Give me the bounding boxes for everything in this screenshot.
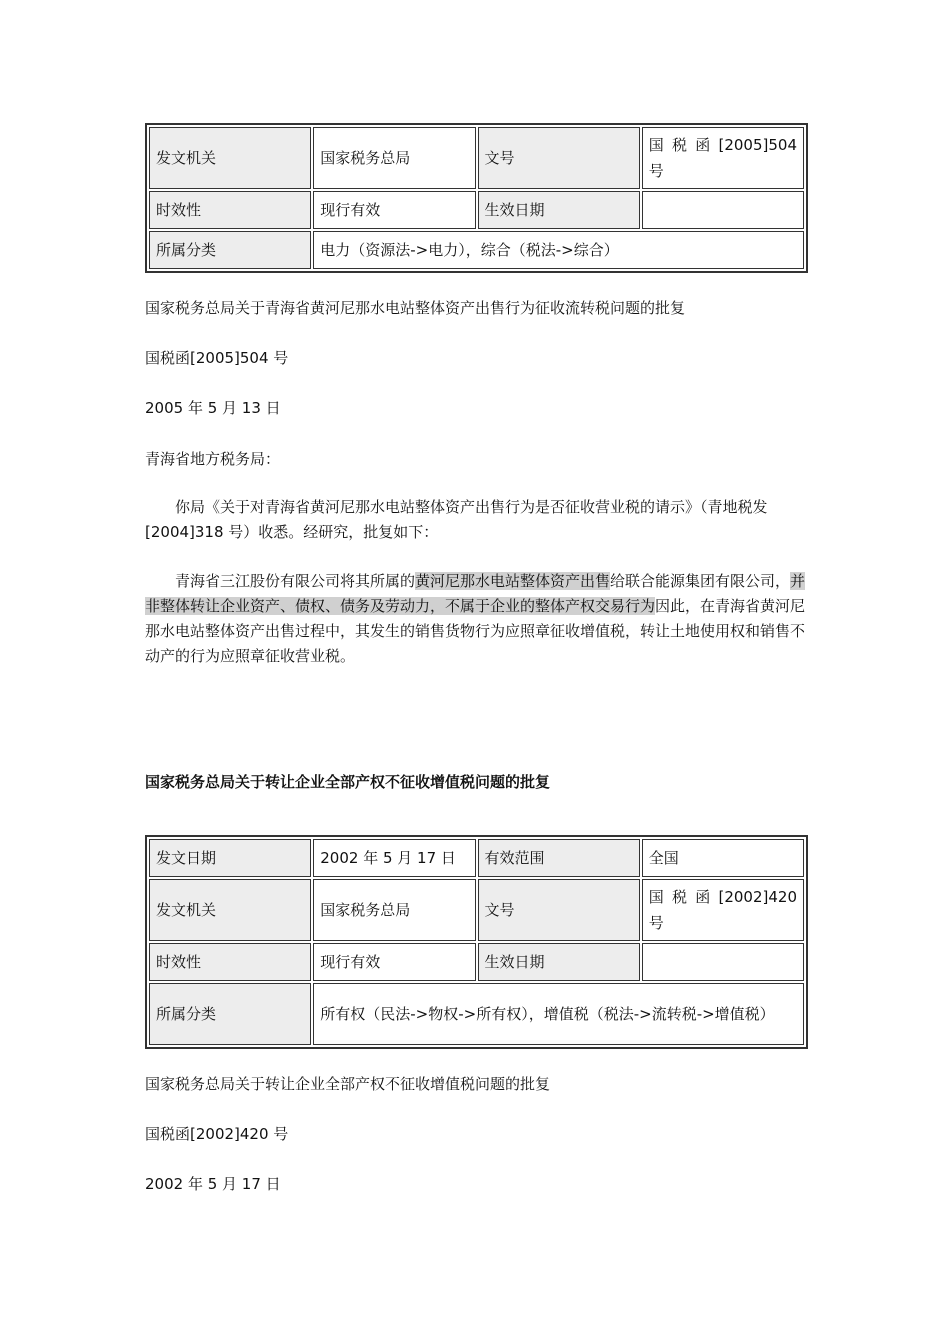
cell-label-validity: 时效性 (149, 191, 311, 229)
doc1-paragraph-2 (145, 569, 808, 669)
cell-value-effective-date (642, 943, 804, 981)
para2-text-e: 因此，在青海省黄河尼那水电站整体资产出售过程中，其发生的销售货物行为应照章征收增值税，转让土地使用权和销售不动产的行为应照章征收营业税。 (145, 597, 806, 665)
doc2-meta-table (145, 835, 808, 1049)
cell-value-issue-date: 2002 年 5 月 17 日 (313, 839, 475, 877)
doc1-addressee: 青海省地方税务局： (145, 450, 281, 468)
table-row (149, 191, 804, 229)
cell-label-category: 所属分类 (149, 231, 311, 269)
highlight-1: 黄河尼那水电站整体资产出售 (415, 572, 611, 590)
table-row (149, 943, 804, 981)
doc2-heading: 国家税务总局关于转让企业全部产权不征收增值税问题的批复 (145, 773, 551, 791)
highlight-2: 并非整体转让企业资产、债权、债务及劳动力，不属于企业的整体产权交易行为 (145, 572, 806, 615)
cell-value-validity: 现行有效 (313, 943, 475, 981)
cell-value-category: 电力（资源法->电力），综合（税法->综合） (313, 231, 804, 269)
doc1-title: 国家税务总局关于青海省黄河尼那水电站整体资产出售行为征收流转税问题的批复 (145, 299, 686, 317)
para2-text-c: 给联合能源集团有限公司， (610, 572, 791, 590)
cell-value-docno: 国 税 函 [2002]420 号 (642, 879, 804, 941)
table-row (149, 983, 804, 1045)
cell-label-docno: 文号 (478, 879, 640, 941)
doc2-date: 2002 年 5 月 17 日 (145, 1175, 281, 1193)
table-row (149, 231, 804, 269)
doc1-doc-number: 国税函[2005]504 号 (145, 349, 289, 367)
doc1-paragraph-1: 你局《关于对青海省黄河尼那水电站整体资产出售行为是否征收营业税的请示》（青地税发[2004]318 号）收悉。经研究，批复如下： (145, 498, 768, 541)
cell-value-effective-date (642, 191, 804, 229)
cell-label-category: 所属分类 (149, 983, 311, 1045)
cell-label-issuer: 发文机关 (149, 127, 311, 189)
doc1-meta-table (145, 123, 808, 273)
cell-value-category: 所有权（民法->物权->所有权），增值税（税法->流转税->增值税） (313, 983, 804, 1045)
cell-label-docno: 文号 (478, 127, 640, 189)
cell-label-issuer: 发文机关 (149, 879, 311, 941)
doc2-doc-number: 国税函[2002]420 号 (145, 1125, 289, 1143)
doc2-title: 国家税务总局关于转让企业全部产权不征收增值税问题的批复 (145, 1075, 551, 1093)
cell-value-issuer: 国家税务总局 (313, 127, 475, 189)
cell-label-issue-date: 发文日期 (149, 839, 311, 877)
cell-value-docno: 国 税 函 [2005]504 号 (642, 127, 804, 189)
doc1-date: 2005 年 5 月 13 日 (145, 399, 281, 417)
cell-value-validity: 现行有效 (313, 191, 475, 229)
cell-value-issuer: 国家税务总局 (313, 879, 475, 941)
table-row (149, 879, 804, 941)
cell-label-validity: 时效性 (149, 943, 311, 981)
cell-label-effective-date: 生效日期 (478, 191, 640, 229)
cell-label-effective-date: 生效日期 (478, 943, 640, 981)
cell-label-scope: 有效范围 (478, 839, 640, 877)
table-row (149, 839, 804, 877)
para2-text-a: 青海省三江股份有限公司将其所属的 (175, 572, 416, 590)
table-row (149, 127, 804, 189)
cell-value-scope: 全国 (642, 839, 804, 877)
